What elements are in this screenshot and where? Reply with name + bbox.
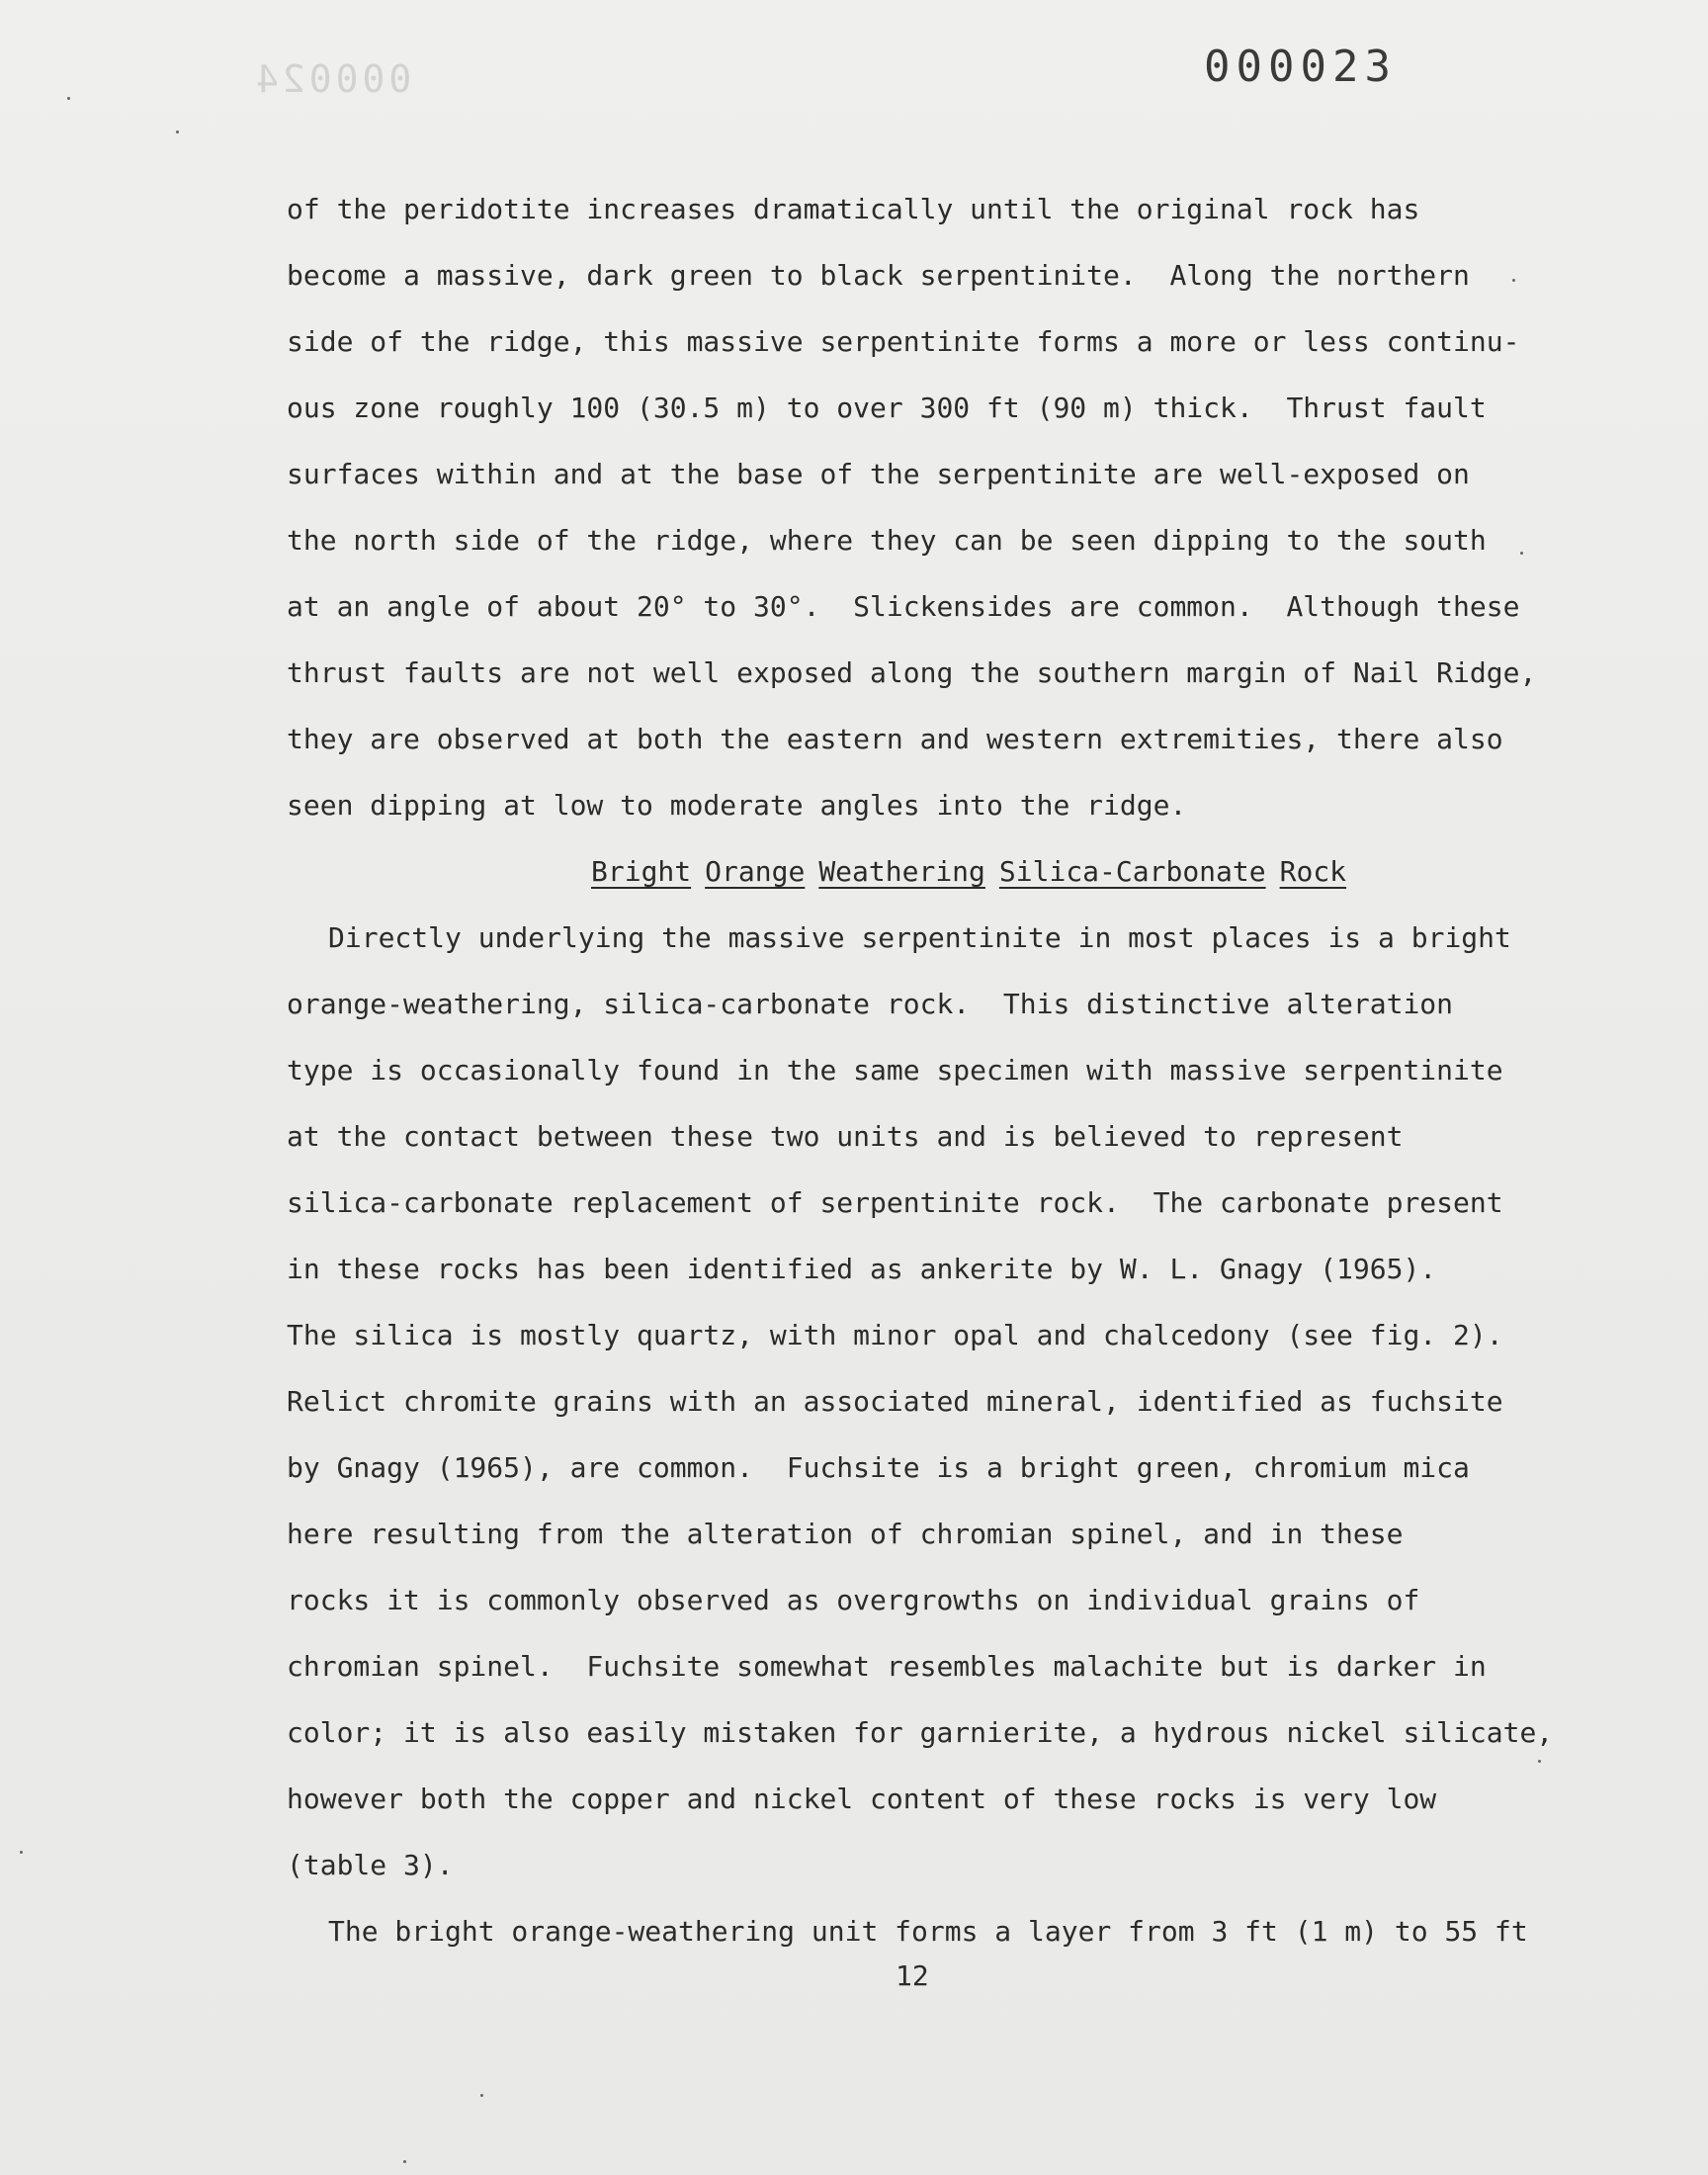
text-line: color; it is also easily mistaken for garnierite, a hydrous nickel silicate, (287, 1716, 1554, 1749)
heading-word: Bright (591, 855, 692, 888)
text-line: type is occasionally found in the same specimen with massive serpentinite (287, 1054, 1503, 1087)
text-line: by Gnagy (1965), are common. Fuchsite is a bright green, chromium mica (287, 1451, 1470, 1484)
text-line: the north side of the ridge, where they can be seen dipping to the south (287, 524, 1487, 557)
text-line: chromian spinel. Fuchsite somewhat resembles malachite but is darker in (287, 1650, 1487, 1683)
paragraph-3 (287, 1898, 1591, 1964)
text-line: thrust faults are not well exposed along the southern margin of Nail Ridge, (287, 656, 1537, 689)
text-line: Relict chromite grains with an associated mineral, identified as fuchsite (287, 1385, 1503, 1418)
scan-speck (176, 130, 179, 133)
section-heading (287, 838, 1591, 905)
heading-word: Rock (1279, 855, 1347, 888)
scan-speck (20, 1851, 23, 1854)
scan-speck (403, 2160, 406, 2163)
scan-speck (67, 97, 70, 100)
scan-speck (480, 2094, 483, 2097)
scan-speck (1538, 1760, 1541, 1763)
text-line: in these rocks has been identified as ankerite by W. L. Gnagy (1965). (287, 1253, 1437, 1285)
text-line: side of the ridge, this massive serpentinite forms a more or less continu- (287, 325, 1520, 358)
text-line: rocks it is commonly observed as overgrowths on individual grains of (287, 1584, 1420, 1616)
text-line: silica-carbonate replacement of serpentinite rock. The carbonate present (287, 1186, 1503, 1219)
paragraph-1 (287, 176, 1591, 838)
text-line: ous zone roughly 100 (30.5 m) to over 300 ft (90 m) thick. Thrust fault (287, 392, 1487, 424)
text-line: Directly underlying the massive serpentinite in most places is a bright (328, 921, 1511, 954)
bleed-through-number: 000024 (252, 57, 412, 101)
heading-word: Orange (705, 855, 806, 888)
text-line: The bright orange-weathering unit forms a layer from 3 ft (1 m) to 55 ft (328, 1915, 1528, 1948)
text-line: however both the copper and nickel content of these rocks is very low (287, 1783, 1437, 1815)
paragraph-2 (287, 905, 1591, 1898)
text-line: they are observed at both the eastern and western extremities, there also (287, 723, 1503, 755)
text-line: surfaces within and at the base of the serpentinite are well-exposed on (287, 458, 1470, 490)
text-line: The silica is mostly quartz, with minor opal and chalcedony (see fig. 2). (287, 1319, 1503, 1351)
heading-word: Weathering (818, 855, 985, 888)
heading-word: Silica-Carbonate (998, 855, 1266, 888)
text-line: orange-weathering, silica-carbonate rock. This distinctive alteration (287, 988, 1454, 1020)
text-line: at an angle of about 20° to 30°. Slickensides are common. Although these (287, 590, 1520, 623)
scan-speck (1520, 552, 1523, 555)
text-line: of the peridotite increases dramatically until the original rock has (287, 193, 1420, 225)
text-line: seen dipping at low to moderate angles into the ridge. (287, 789, 1187, 822)
text-line: become a massive, dark green to black serpentinite. Along the northern (287, 259, 1470, 292)
document-number: 000023 (1204, 42, 1397, 92)
text-line: at the contact between these two units and is believed to represent (287, 1120, 1404, 1153)
text-line: (table 3). (287, 1849, 454, 1881)
scan-speck (1512, 279, 1515, 282)
body-text (287, 176, 1591, 1964)
text-line: here resulting from the alteration of chromian spinel, and in these (287, 1518, 1404, 1550)
page-number: 12 (896, 1959, 929, 1992)
